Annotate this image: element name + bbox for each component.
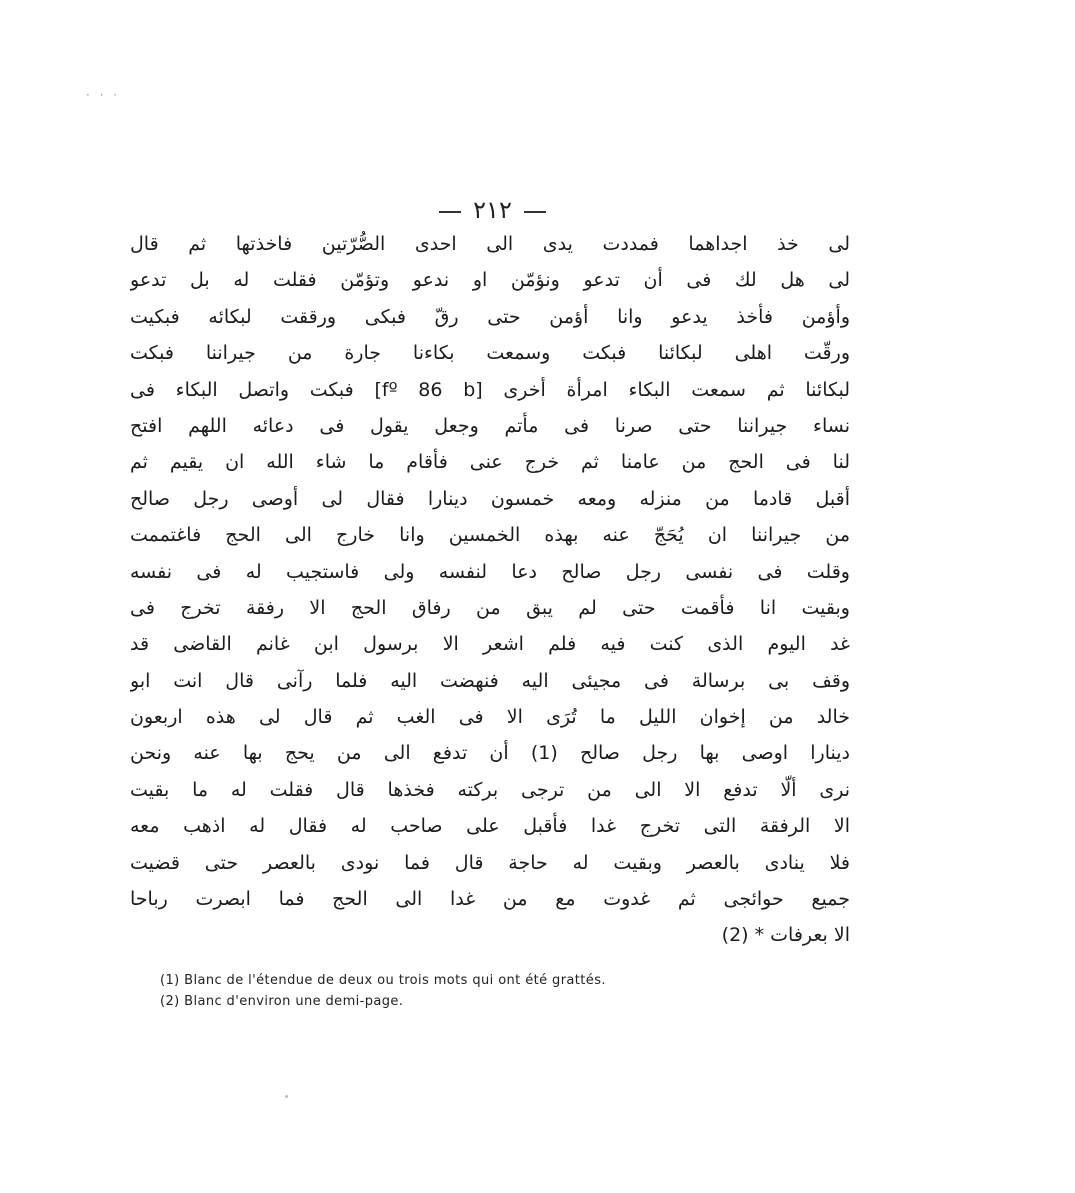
- page-number-dash-left: [439, 211, 461, 213]
- scan-speck: · · ·: [86, 88, 121, 102]
- body-line: ورقّت اهلى لبكائنا فبكت وسمعت بكاءنا جارة من جيراننا فبكت: [130, 342, 850, 365]
- body-line: وأؤمن فأخذ يدعو وانا أؤمن حتى رقّ فبكى ورققت لبكائه فبكيت: [130, 305, 850, 328]
- body-line: جميع حوائجى ثم غدوت مع من غدا الى الحج فما ابصرت رباحا: [130, 888, 850, 911]
- body-line: خالد من إخوان الليل ما تُرَى الا فى الغب ثم قال لى هذه اربعون: [130, 706, 850, 729]
- body-line: لى هل لك فى أن تدعو ونؤمّن او ندعو وتؤمّن فقلت له بل تدعو: [130, 269, 850, 292]
- page-number-text: ٢١٢: [473, 196, 512, 224]
- body-line: فلا ينادى بالعصر وبقيت له حاجة قال فما نودى بالعصر حتى قضيت: [130, 851, 850, 874]
- page-number-dash-right: [524, 211, 546, 213]
- body-line: لى خذ اجداهما فمددت يدى الى احدى الصُّرّتين فاخذتها ثم قال: [130, 233, 850, 255]
- body-line: وبقيت انا فأقمت حتى لم يبق من رفاق الحج الا رفقة تخرج فى: [130, 596, 850, 619]
- scan-speck-bottom: [285, 1095, 288, 1098]
- body-line: غد اليوم الذى كنت فيه فلم اشعر الا برسول ابن غانم القاضى قد: [130, 633, 850, 656]
- footnote-2: (2) Blanc d'environ une demi-page.: [160, 994, 404, 1009]
- body-line: دينارا اوصى بها رجل صالح (1) أن تدفع الى من يحج بها عنه ونحن: [130, 742, 850, 765]
- body-line: نساء جيراننا حتى صرنا فى مأتم وجعل يقول فى دعائه اللهم افتح: [130, 414, 850, 437]
- body-line-last: الا بعرفات * (2): [721, 924, 850, 947]
- body-line: من جيراننا ان يُحَجّ عنه بهذه الخمسين وانا خارج الى الحج فاغتممت: [130, 524, 850, 547]
- body-line: لبكائنا ثم سمعت البكاء امرأة أخرى [fº 86 b] فبكت واتصل البكاء فى: [130, 378, 850, 401]
- body-line: أقبل قادما من منزله ومعه خمسون دينارا فقال لى أوصى رجل صالح: [130, 487, 850, 510]
- page-number: [0, 196, 985, 224]
- body-line: نرى ألّا تدفع الا الى من ترجى بركته فخذها قال فقلت له ما بقيت: [130, 778, 850, 801]
- body-line: وقف بى برسالة فى مجيئى اليه فنهضت اليه فلما رآنى قال انت ابو: [130, 669, 850, 692]
- body-line: الا الرفقة التى تخرج غدا فأقبل على صاحب له فقال له اذهب معه: [130, 815, 850, 838]
- arabic-body-text: [130, 226, 850, 954]
- footnotes: [160, 970, 800, 1012]
- body-line: وقلت فى نفسى رجل صالح دعا لنفسه ولى فاستجيب له فى نفسه: [130, 560, 850, 583]
- body-line: لنا فى الحج من عامنا ثم خرج عنى فأقام ما شاء الله ان يقيم ثم: [130, 451, 850, 474]
- footnote-1: (1) Blanc de l'étendue de deux ou trois mots qui ont été grattés.: [160, 973, 606, 988]
